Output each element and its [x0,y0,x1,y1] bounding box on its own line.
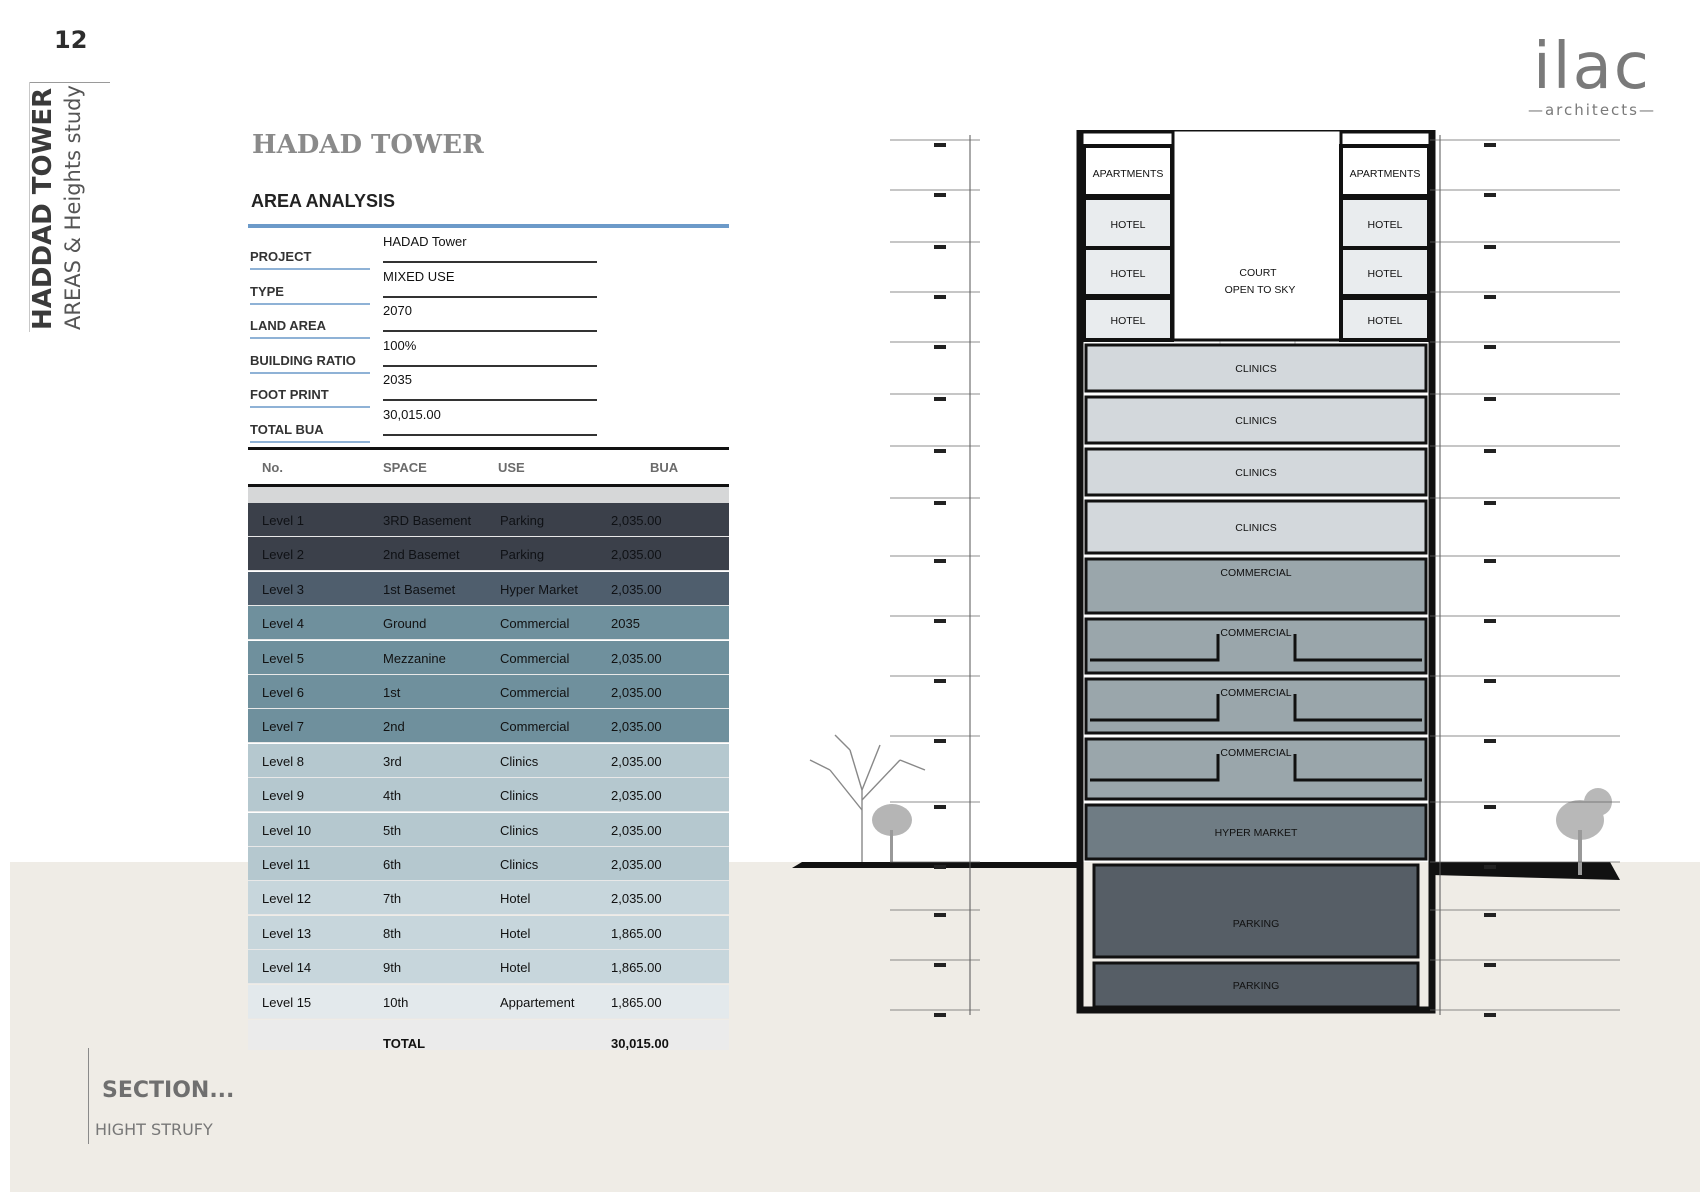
apartment-block-left [1084,146,1172,196]
table-row [248,641,729,675]
cell-space: 1st Basemet [383,581,456,597]
level-marker [1430,736,1620,743]
level-marker [1430,616,1620,623]
cell-use: Clinics [500,822,539,838]
level-marker [890,140,980,147]
level-marker [1430,140,1620,147]
level-marker [1430,960,1620,967]
svg-text:APARTMENTS: APARTMENTS [1349,168,1421,180]
cell-space: 3rd [383,753,402,769]
level-marker [890,616,980,623]
svg-text:PARKING: PARKING [1232,918,1280,930]
level-marker [1430,342,1620,349]
hotel-block [1084,198,1172,248]
table-row [248,709,729,743]
level-marker [1430,190,1620,197]
side-title-sub: AREAS & Heights study [61,85,85,330]
info-label: PROJECT [250,249,370,270]
level-marker [1430,394,1620,401]
level-marker [1430,446,1620,453]
tree-icon [872,804,912,862]
cell-use: Commercial [500,719,570,735]
floor-block [1094,865,1418,957]
svg-text:HOTEL: HOTEL [1367,315,1403,327]
level-marker [890,1010,980,1017]
cell-no: Level 5 [262,650,304,666]
level-marker [890,446,980,453]
info-value: 2070 [383,303,597,332]
side-title [28,85,88,330]
floor-block [1086,805,1426,859]
svg-text:COURT: COURT [1239,267,1277,279]
cell-bua: 2,035.00 [611,547,662,563]
cell-no: Level 9 [262,788,304,804]
page-number: 12 [54,26,88,54]
table-row [248,985,729,1019]
svg-text:OPEN TO SKY: OPEN TO SKY [1224,284,1296,296]
level-marker [890,394,980,401]
floor-block [1086,679,1426,733]
cell-no: Level 10 [262,822,312,838]
logo-tagline: —architects— [1527,101,1656,119]
divider [30,82,110,83]
table-top-rule [248,447,729,450]
area-analysis-title: AREA ANALYSIS [251,191,396,211]
table-row [248,572,729,606]
hotel-block [1341,198,1429,248]
level-marker [1430,910,1620,917]
svg-text:HOTEL: HOTEL [1367,268,1403,280]
cell-bua: 1,865.00 [611,925,662,941]
cell-bua: 2,035.00 [611,513,662,528]
level-marker [890,960,980,967]
info-row [248,267,598,301]
cell-bua: 2035 [611,616,640,632]
svg-text:COMMERCIAL: COMMERCIAL [1220,747,1292,759]
table-row [248,503,729,537]
cell-space: 3RD Basement [383,513,472,528]
cell-no: Level 4 [262,616,304,632]
cell-use: Hotel [500,891,531,907]
section-title: SECTION... [102,1078,235,1103]
total-label: TOTAL [383,1036,426,1051]
building-section-drawing [790,130,1690,1030]
tree-icon [810,735,925,862]
cell-bua: 2,035.00 [611,753,662,769]
table-row [248,950,729,984]
cell-bua: 2,035.00 [611,719,662,735]
cell-use: Commercial [500,616,570,632]
logo [1512,30,1672,120]
level-marker [1430,1010,1620,1017]
floor-block [1086,559,1426,613]
header-bua: BUA [650,460,679,475]
cell-bua: 2,035.00 [611,891,662,907]
level-marker [890,292,980,299]
cell-use: Commercial [500,685,570,700]
floor-block [1086,397,1426,443]
cell-space: 4th [383,788,402,804]
cell-no: Level 6 [262,685,304,700]
cell-space: 5th [383,822,402,838]
hotel-block [1084,298,1172,340]
level-marker [1430,242,1620,249]
document-title: HADAD TOWER [252,130,484,160]
cell-space: Mezzanine [383,650,446,666]
svg-text:COMMERCIAL: COMMERCIAL [1220,567,1292,579]
info-row [248,370,598,404]
floor-block [1086,739,1426,799]
level-marker [890,190,980,197]
cell-bua: 2,035.00 [611,650,662,666]
info-value: HADAD Tower [383,234,597,263]
cell-no: Level 7 [262,719,304,735]
cell-bua: 2,035.00 [611,581,662,597]
info-value: 100% [383,338,597,367]
divider [248,224,729,228]
hotel-block [1341,248,1429,296]
svg-text:HOTEL: HOTEL [1110,219,1146,231]
cell-space: 2nd [383,719,405,735]
table-row [248,847,729,881]
svg-text:COMMERCIAL: COMMERCIAL [1220,687,1292,699]
info-row [248,232,598,266]
cell-use: Parking [500,547,545,563]
svg-text:PARKING: PARKING [1232,980,1280,992]
divider [88,1048,89,1144]
cell-no: Level 1 [262,513,304,528]
table-row [248,537,729,571]
cell-no: Level 13 [262,925,312,941]
header-space: SPACE [383,460,427,475]
floor-block [1094,963,1418,1007]
cell-no: Level 11 [262,857,311,872]
table-spacer [248,487,729,503]
cell-use: Clinics [500,788,539,804]
level-marker [890,242,980,249]
svg-text:HOTEL: HOTEL [1110,268,1146,280]
svg-text:CLINICS: CLINICS [1235,415,1277,427]
cell-use: Commercial [500,650,570,666]
cell-space: 9th [383,960,402,976]
table-row [248,606,729,640]
info-label: TOTAL BUA [250,422,370,443]
svg-text:HOTEL: HOTEL [1110,315,1146,327]
table-row [248,675,729,709]
svg-text:HYPER MARKET: HYPER MARKET [1214,827,1298,839]
cell-no: Level 8 [262,753,304,769]
svg-text:CLINICS: CLINICS [1235,467,1277,479]
cell-bua: 1,865.00 [611,960,662,976]
info-value: 30,015.00 [383,407,597,436]
cell-no: Level 3 [262,581,304,597]
table-total-row [248,1020,729,1050]
info-label: TYPE [250,284,370,305]
cell-use: Clinics [500,753,539,769]
cell-bua: 1,865.00 [611,994,662,1010]
level-marker [890,342,980,349]
logo-name: ilac [1533,30,1651,104]
level-marker [1430,556,1620,563]
level-marker [890,736,980,743]
cell-space: 10th [383,994,409,1010]
cell-bua: 2,035.00 [611,857,662,872]
floor-block [1086,619,1426,673]
table-row [248,881,729,915]
svg-text:APARTMENTS: APARTMENTS [1092,168,1164,180]
cell-no: Level 15 [262,994,312,1010]
svg-text:CLINICS: CLINICS [1235,363,1277,375]
header-no: No. [262,460,283,475]
level-marker [890,676,980,683]
cell-no: Level 12 [262,891,312,907]
cell-space: 2nd Basemet [383,547,460,563]
cell-space: 8th [383,925,402,941]
cell-use: Clinics [500,857,539,872]
svg-text:CLINICS: CLINICS [1235,522,1277,534]
floor-block [1086,345,1426,391]
cell-space: 6th [383,857,402,872]
svg-text:COMMERCIAL: COMMERCIAL [1220,627,1292,639]
apartment-block-right [1341,146,1429,196]
table-row [248,744,729,778]
hotel-block [1341,298,1429,340]
svg-text:HOTEL: HOTEL [1367,219,1403,231]
cell-bua: 2,035.00 [611,685,662,700]
cell-use: Parking [500,513,545,528]
cell-use: Hotel [500,925,531,941]
info-label: FOOT PRINT [250,387,370,408]
info-value: MIXED USE [383,269,597,298]
total-value: 30,015.00 [611,1036,669,1051]
info-row [248,336,598,370]
header-use: USE [498,460,525,475]
table-row [248,778,729,812]
floor-block [1086,449,1426,495]
ground-slab-right [1432,862,1620,880]
section-subtitle: HIGHT STRUFY [95,1120,213,1139]
level-marker [1430,292,1620,299]
info-label: LAND AREA [250,318,370,339]
table-header [248,452,729,487]
level-marker [890,910,980,917]
cell-use: Hyper Market [500,581,579,597]
table-row [248,813,729,847]
info-label: BUILDING RATIO [250,353,370,374]
cell-space: 7th [383,891,402,907]
level-marker [1430,676,1620,683]
info-row [248,301,598,335]
table-row [248,916,729,950]
hotel-block [1084,248,1172,296]
level-marker [890,556,980,563]
cell-use: Appartement [500,994,575,1010]
floor-block [1086,501,1426,553]
cell-use: Hotel [500,960,531,976]
cell-bua: 2,035.00 [611,822,662,838]
cell-space: 1st [383,685,401,700]
court-void [1173,130,1341,340]
level-marker [890,498,980,505]
cell-no: Level 14 [262,960,312,976]
level-marker [1430,498,1620,505]
cell-no: Level 2 [262,547,304,563]
info-value: 2035 [383,372,597,401]
info-row [248,405,598,439]
cell-space: Ground [383,616,427,632]
cell-bua: 2,035.00 [611,788,662,804]
side-title-main: HADDAD TOWER [28,87,58,330]
